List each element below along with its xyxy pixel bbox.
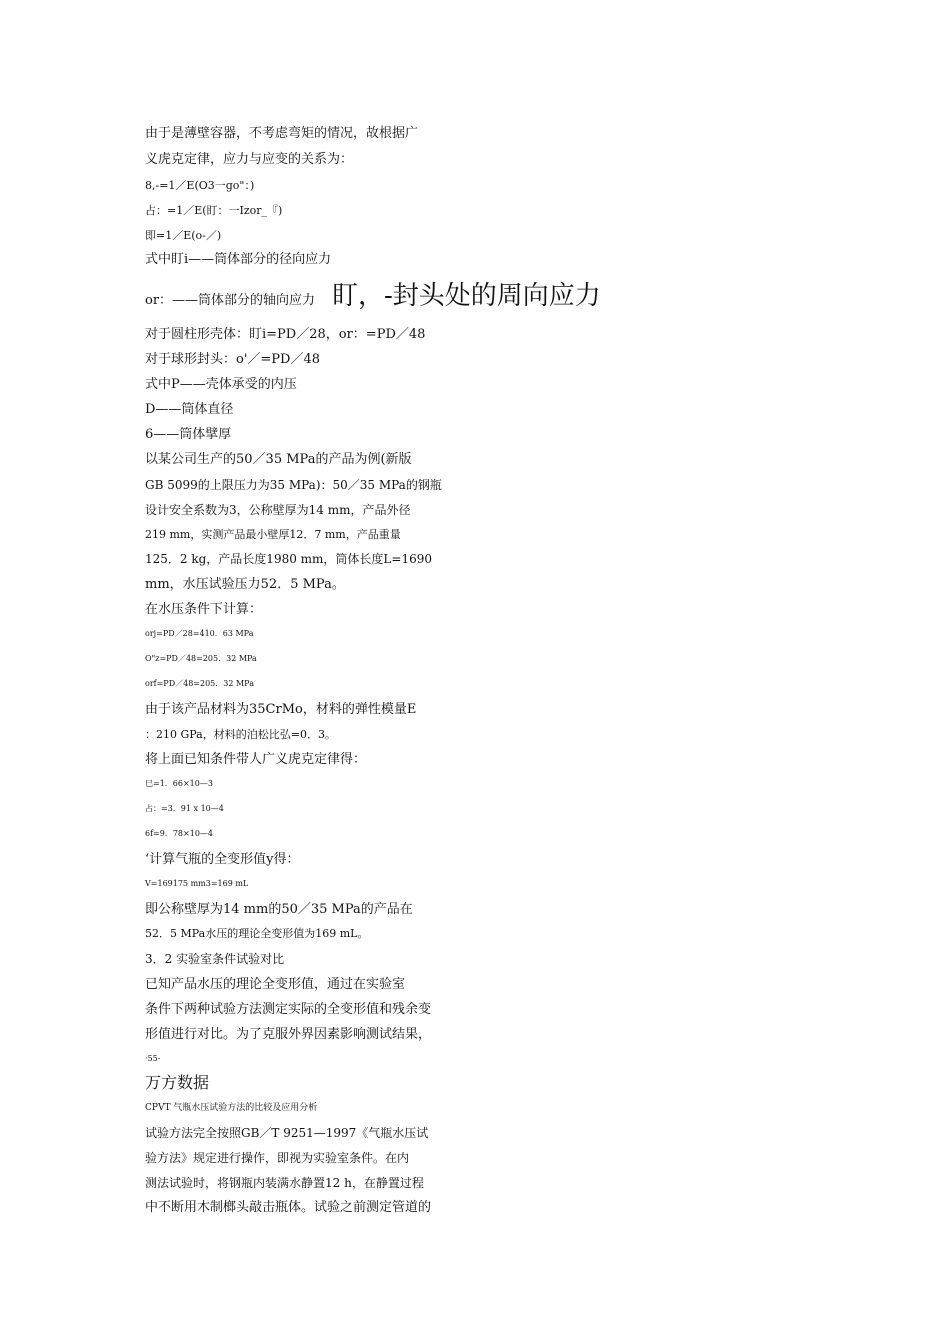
text-line: 对于圆柱形壳体：盯i=PD／28，or：=PD／48 bbox=[145, 327, 426, 342]
text-line: 即公称壁厚为14 mm的50／35 MPa的产品在 bbox=[145, 902, 413, 917]
text-line: GB 5099的上限压力为35 MPa)：50／35 MPa的钢瓶 bbox=[145, 478, 442, 492]
formula-line: 占：=1／E(盯：一Izor_『) bbox=[145, 204, 283, 217]
text-line: mm，水压试验压力52．5 MPa。 bbox=[145, 577, 345, 592]
text-line: 219 mm，实测产品最小壁厚12．7 mm，产品重量 bbox=[145, 528, 401, 541]
text-line: 验方法》规定进行操作，即视为实验室条件。在内 bbox=[145, 1151, 410, 1165]
text-line: 将上面已知条件带人广义虎克定律得： bbox=[145, 752, 367, 767]
formula-line: 8,-=1／E(O3一go"：) bbox=[145, 179, 255, 192]
formula-line: orj=PD／28=410．63 MPa bbox=[145, 629, 254, 638]
text-line: ‘计算气瓶的全变形值y得： bbox=[145, 852, 300, 867]
source-watermark: 万方数据 bbox=[145, 1073, 210, 1092]
text-line: 对于球形封头：o'／=PD／48 bbox=[145, 352, 321, 367]
text-line: 52．5 MPa水压的理论全变形值为169 mL。 bbox=[145, 927, 369, 940]
formula-line: orf=PD／48=205．32 MPa bbox=[145, 679, 254, 688]
text-line: 125．2 kg，产品长度1980 mm，筒体长度L=1690 bbox=[145, 552, 432, 566]
text-line: D——筒体直径 bbox=[145, 402, 234, 417]
text-line: 设计安全系数为3，公称壁厚为14 mm，产品外径 bbox=[145, 503, 411, 517]
text-line: 形值进行对比。为了克服外界因素影响测试结果， bbox=[145, 1027, 432, 1042]
section-heading: 3．2 实验室条件试验对比 bbox=[145, 952, 285, 966]
formula-line: 巳=1．66×10—3 bbox=[145, 779, 213, 788]
text-line: 测法试验时，将钢瓶内装满水静置12 h，在静置过程 bbox=[145, 1176, 424, 1190]
text-line: 式中P——壳体承受的内压 bbox=[145, 377, 297, 392]
text-line: ：210 GPa，材料的泊松比弘=0．3。 bbox=[145, 728, 336, 741]
enlarged-text-line: 盯，-封头处的周向应力 bbox=[332, 281, 601, 311]
text-line: 试验方法完全按照GB／T 9251—1997《气瓶水压试 bbox=[145, 1126, 429, 1140]
text-line: 由于是薄壁容器，不考虑弯矩的情况，故根据广 bbox=[145, 126, 419, 141]
text-line: 中不断用木制榔头敲击瓶体。试验之前测定管道的 bbox=[145, 1200, 432, 1215]
text-line: 由于该产品材料为35CrMo，材料的弹性模量E bbox=[145, 702, 417, 717]
running-header: CPVT 气瓶水压试验方法的比较及应用分析 bbox=[145, 1103, 318, 1113]
text-line: 以某公司生产的50／35 MPa的产品为例(新版 bbox=[145, 452, 412, 467]
formula-line: V=169175 mm3=169 mL bbox=[145, 879, 249, 888]
text-line: 式中盯i——筒体部分的径向应力 bbox=[145, 252, 332, 267]
text-line: 在水压条件下计算： bbox=[145, 602, 263, 617]
text-line: 条件下两种试验方法测定实际的全变形值和残余变 bbox=[145, 1002, 432, 1017]
formula-line: 即=1／E(o-／) bbox=[145, 229, 222, 242]
text-line: 义虎克定律，应力与应变的关系为： bbox=[145, 152, 354, 167]
formula-line: 占：=3．91 x 10—4 bbox=[145, 804, 224, 813]
text-line: or：——筒体部分的轴向应力 bbox=[145, 293, 316, 308]
formula-line: 6f=9．78×10—4 bbox=[145, 829, 213, 838]
page-number: ·55- bbox=[145, 1054, 161, 1063]
text-line: 6——筒体擘厚 bbox=[145, 427, 232, 442]
text-line: 已知产品水压的理论全变形值，通过在实验室 bbox=[145, 977, 406, 992]
formula-line: O"z=PD／48=205．32 MPa bbox=[145, 654, 257, 663]
